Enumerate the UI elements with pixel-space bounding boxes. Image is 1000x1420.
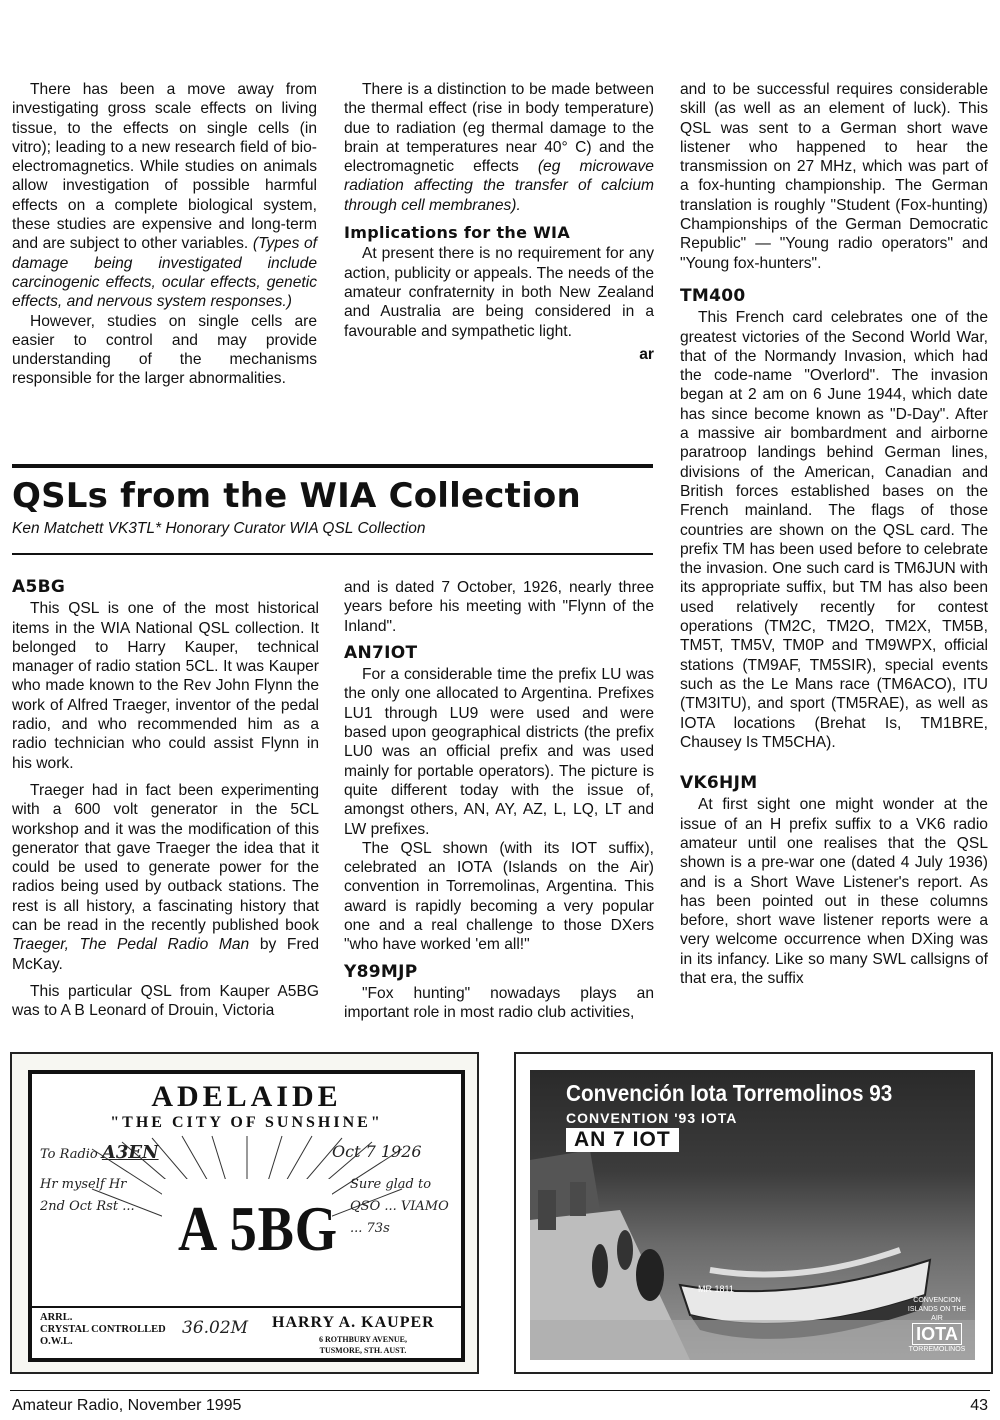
paragraph: There has been a move away from investigating gross scale effects on living tissue, to the effects on single cells (in vitro); leading to a new research field of bio-electromagnetics. While studies on animals allow investigation of possible harmful effects on a complete biological system, these studies are expensive and long-term and are subject to other variables. (Types of damage being investigated include carcinogenic effects, ocular effects, genetic effects, and nervous system responses.): [12, 81, 317, 311]
card-operator-name: HARRY A. KAUPER: [272, 1314, 435, 1331]
intro-column-1: [12, 80, 317, 389]
section-heading-y89mjp: Y89MJP: [344, 961, 418, 982]
section-heading-an7iot: AN7IOT: [344, 642, 418, 663]
paragraph: At first sight one might wonder at the issue of an H prefix suffix to a VK6 radio amateur until one realises that the QSL shown is a pre-war one (dated 4 July 1936) and is a Short Wave Listener's report. As has been pointed out in these columns before, short wave listener reports were a very welcome occurrence when DXing was in its infancy. Like so many SWL callsigns of that era, the suffix: [680, 796, 988, 988]
arrl-label: ARRL.: [40, 1312, 73, 1323]
paragraph: This QSL is one of the most historical items in the WIA National QSL collection. It belonged to Harry Kauper, technical manager of radio station 5CL. It was Kauper who made known to the Rev John Flynn the work of Alfred Traeger, inventor of the pedal radio, and who recommended him as a radio technician who could assist Flynn in his work.: [12, 600, 319, 772]
paragraph: Traeger had in fact been experimenting with a 600 volt generator in the 5CL workshop and it was the modification of this generator that gave Traeger the idea that it could be used to generate power for the radios being used by outback stations. The rest is all history, a fascinating history that can be read in the recently published book Traeger, The Pedal Radio Man by Fred McKay.: [12, 781, 319, 973]
card-city-name: ADELAIDE: [151, 1080, 342, 1113]
paragraph: This French card celebrates one of the greatest victories of the Second World War, that of the Normandy Invasion, which had the code-name "Overlord". The invasion began at 2 am on 6 June 1944, which date has since become known as "D-Day". After a massive air bombardment and airborne paratroop landings behind German lines, divisions of the American, Canadian and British forces established bases on the French mainland. The flags of those countries are shown on the QSL card. The prefix TM has been used before to celebrate the invasion. One such card is TM6JUN with its appropriate suffix, but TM has also been used relatively recently for contest operations (TM2C, TM2O, TM2X, TM5B, TM5T, TM5V, TM0P and TM9WPX, official stations (TM9AF, TM5SIR), special events such as the Le Mans race (TM6ACO), ITU (TM3ITU), and sport (TM5RAE), as well as IOTA locations (Brehat Is, TM1BRE, Chausey Is TM5CHA).: [680, 309, 988, 751]
owl-label: O.W.L.: [40, 1336, 73, 1347]
boat-registration: MR 1811: [698, 1284, 734, 1294]
article-column-1: [12, 578, 319, 1021]
paragraph: At present there is no requirement for any action, publicity or appeals. The needs of the amateur confraternity in both New Zealand and Australia are being considered in a favourable and sympathetic light.: [344, 245, 654, 340]
article-byline: Ken Matchett VK3TL* Honorary Curator WIA QSL Collection: [12, 520, 426, 537]
card-callsign: AN 7 IOT: [566, 1128, 679, 1152]
title-rule-top: [12, 464, 653, 468]
article-column-2: [344, 578, 654, 1023]
crystal-label: CRYSTAL CONTROLLED: [40, 1324, 166, 1335]
to-radio-label: To Radio: [40, 1147, 98, 1162]
section-heading-tm400: TM400: [680, 285, 746, 306]
paragraph: "Fox hunting" nowadays plays an important role in most radio club activities,: [344, 984, 654, 1022]
card-divider: [32, 1306, 461, 1308]
to-radio-line: [40, 1142, 159, 1163]
section-heading-vk6hjm: VK6HJM: [680, 773, 758, 794]
card-motto: "THE CITY OF SUNSHINE": [110, 1114, 383, 1131]
intro-column-2: [344, 80, 654, 364]
section-heading-a5bg: A5BG: [12, 577, 66, 597]
paragraph: However, studies on single cells are easier to control and may provide understanding of the mechanisms responsible for the larger abnormalities.: [12, 312, 317, 388]
card-title: Convención Iota Torremolinos 93: [566, 1080, 893, 1106]
address-street: 6 ROTHBURY AVENUE,: [319, 1335, 407, 1344]
to-callsign: A3EN: [101, 1142, 159, 1163]
card-wavelength: 36.02M: [182, 1318, 249, 1338]
logo-main-text: IOTA: [912, 1323, 962, 1345]
handwritten-note-left: Hr myself Hr 2nd Oct Rst ...: [40, 1177, 135, 1214]
card-station-info: [40, 1312, 166, 1348]
title-rule-bottom: [12, 553, 653, 555]
footer-publication: Amateur Radio, November 1995: [12, 1397, 242, 1414]
paragraph: There is a distinction to be made between the thermal effect (rise in body temperature) due to radiation (eg thermal damage to the brain at temperatures near 40° C) and the electromagnetic effects (eg microwave radiation affecting the transfer of calcium through cell membranes).: [344, 81, 654, 214]
paragraph: and is dated 7 October, 1926, nearly three years before his meeting with "Flynn of the Inland".: [344, 579, 654, 635]
paragraph: The QSL shown (with its IOT suffix), celebrated an IOTA (Islands on the Air) convention in Torremolinas, Argentina. This award is rapidly becoming a very popular one and a real challenge to those DXers "who have worked 'em all!": [344, 839, 654, 954]
address-town: TUSMORE, STH. AUST.: [319, 1346, 407, 1355]
paragraph: This particular QSL from Kauper A5BG was to A B Leonard of Drouin, Victoria: [12, 982, 319, 1020]
qsl-card-a5bg: [10, 1052, 479, 1374]
card-callsign: A 5BG: [178, 1193, 338, 1264]
iota-logo: [905, 1296, 969, 1354]
article-column-3: [680, 80, 988, 988]
page-number: 43: [970, 1397, 988, 1414]
handwritten-note-right: Sure glad to QSO ... VIAMO ... 73s: [350, 1177, 449, 1236]
qsl-card-an7iot: [514, 1052, 993, 1374]
article-title: QSLs from the WIA Collection: [12, 476, 581, 516]
paragraph: and to be successful requires considerable skill (as well as an element of luck). This QSL was sent to a German short wave listener who happened to hear the transmission on 27 MHz, which was part of a fox-hunting championship. The German translation is roughly "Student (Fox-hunting) Championships of the German Democratic Republic" — "Young radio operators" and "Young fox-hunters".: [680, 81, 988, 272]
card-photo: [530, 1070, 975, 1360]
footer-rule: [10, 1390, 990, 1391]
card-date: Oct 7 1926: [332, 1142, 422, 1161]
logo-bottom-text: TORREMOLINOS: [908, 1346, 966, 1353]
qsl-card-frame: [28, 1070, 465, 1362]
card-address: [278, 1334, 448, 1356]
end-mark: ar: [639, 345, 654, 363]
paragraph: For a considerable time the prefix LU was the only one allocated to Argentina. Prefixes LU1 through LU9 were used and were based upon geographical districts (the prefix LU0 was an official prefix and was used mainly for portable operators). The picture is quite different today with the issue of, amongst others, AN, AY, AZ, L, LQ, LT and LW prefixes.: [344, 666, 654, 838]
logo-top-text: CONVENCION ISLANDS ON THE AIR: [907, 1297, 967, 1322]
card-subtitle: CONVENTION '93 IOTA: [566, 1110, 738, 1126]
section-heading-implications: Implications for the WIA: [344, 223, 570, 243]
